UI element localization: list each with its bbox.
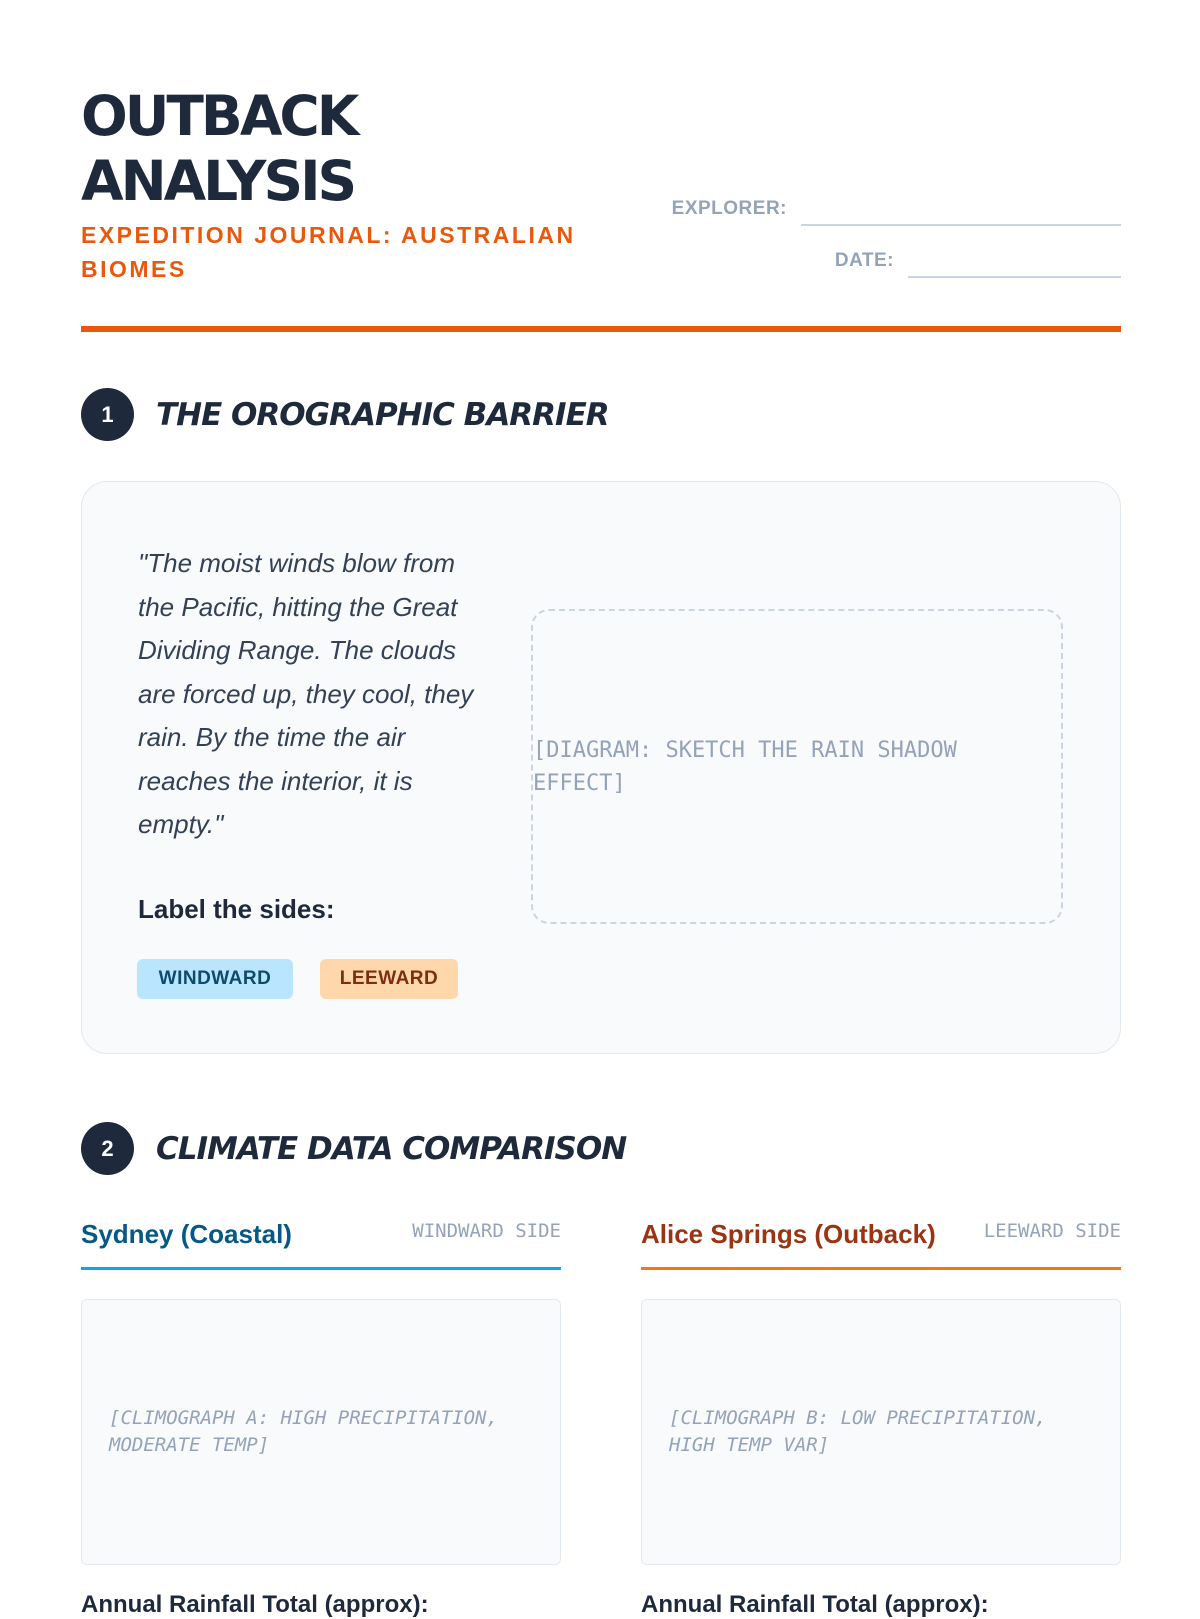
sydney-rainfall-label: Annual Rainfall Total (approx): <box>81 1591 429 1618</box>
sydney-title: Sydney (Coastal) <box>81 1219 292 1249</box>
alice-springs-column <box>641 1215 1121 1618</box>
leeward-tag[interactable]: LEEWARD <box>320 959 458 999</box>
alice-springs-side-label: LEEWARD SIDE <box>983 1220 1121 1242</box>
alice-springs-column-header <box>641 1215 1121 1267</box>
explorer-input-line[interactable] <box>801 198 1121 226</box>
section-2-number-badge: 2 <box>81 1122 134 1175</box>
title-line-2: ANALYSIS <box>81 149 355 213</box>
explorer-quote: "The moist winds blow from the Pacific, hitting the Great Dividing Range. The clouds are forced up, they cool, they rain. By the time the air reaches the interior, it is empty." <box>138 548 474 839</box>
diagram-placeholder-text: [DIAGRAM: SKETCH THE RAIN SHADOW EFFECT] <box>533 737 957 796</box>
explorer-label: EXPLORER: <box>671 198 787 219</box>
sydney-side-label: WINDWARD SIDE <box>412 1220 561 1242</box>
label-sides-heading: Label the sides: <box>138 894 335 924</box>
date-input-line[interactable] <box>908 250 1121 278</box>
windward-tag[interactable]: WINDWARD <box>137 959 293 999</box>
date-field <box>835 250 1121 278</box>
sydney-divider <box>81 1267 561 1270</box>
section-1-title: THE OROGRAPHIC BARRIER <box>156 396 609 433</box>
climograph-a-area[interactable] <box>81 1299 561 1565</box>
worksheet-page <box>81 0 1121 1618</box>
alice-springs-divider <box>641 1267 1121 1270</box>
title-line-1: OUTBACK <box>81 84 357 148</box>
header-divider <box>81 326 1121 332</box>
diagram-sketch-area[interactable] <box>531 609 1063 924</box>
sydney-column-header <box>81 1215 561 1267</box>
climograph-b-placeholder: [CLIMOGRAPH B: LOW PRECIPITATION, HIGH TEMP VAR] <box>669 1407 1047 1456</box>
section-1-number-badge: 1 <box>81 388 134 441</box>
section-1-header <box>81 388 609 441</box>
page-title <box>81 84 356 214</box>
alice-springs-title: Alice Springs (Outback) <box>641 1219 936 1249</box>
climograph-b-area[interactable] <box>641 1299 1121 1565</box>
orographic-card <box>81 481 1121 1054</box>
climograph-a-placeholder: [CLIMOGRAPH A: HIGH PRECIPITATION, MODERATE TEMP] <box>109 1407 498 1456</box>
explorer-field <box>672 198 1121 226</box>
page-subtitle: EXPEDITION JOURNAL: AUSTRALIAN BIOMES <box>81 222 576 282</box>
section-2-title: CLIMATE DATA COMPARISON <box>156 1130 627 1167</box>
section-2-header <box>81 1122 626 1175</box>
date-label: DATE: <box>834 250 894 271</box>
alice-springs-rainfall-label: Annual Rainfall Total (approx): <box>641 1591 989 1618</box>
sydney-column <box>81 1215 561 1618</box>
